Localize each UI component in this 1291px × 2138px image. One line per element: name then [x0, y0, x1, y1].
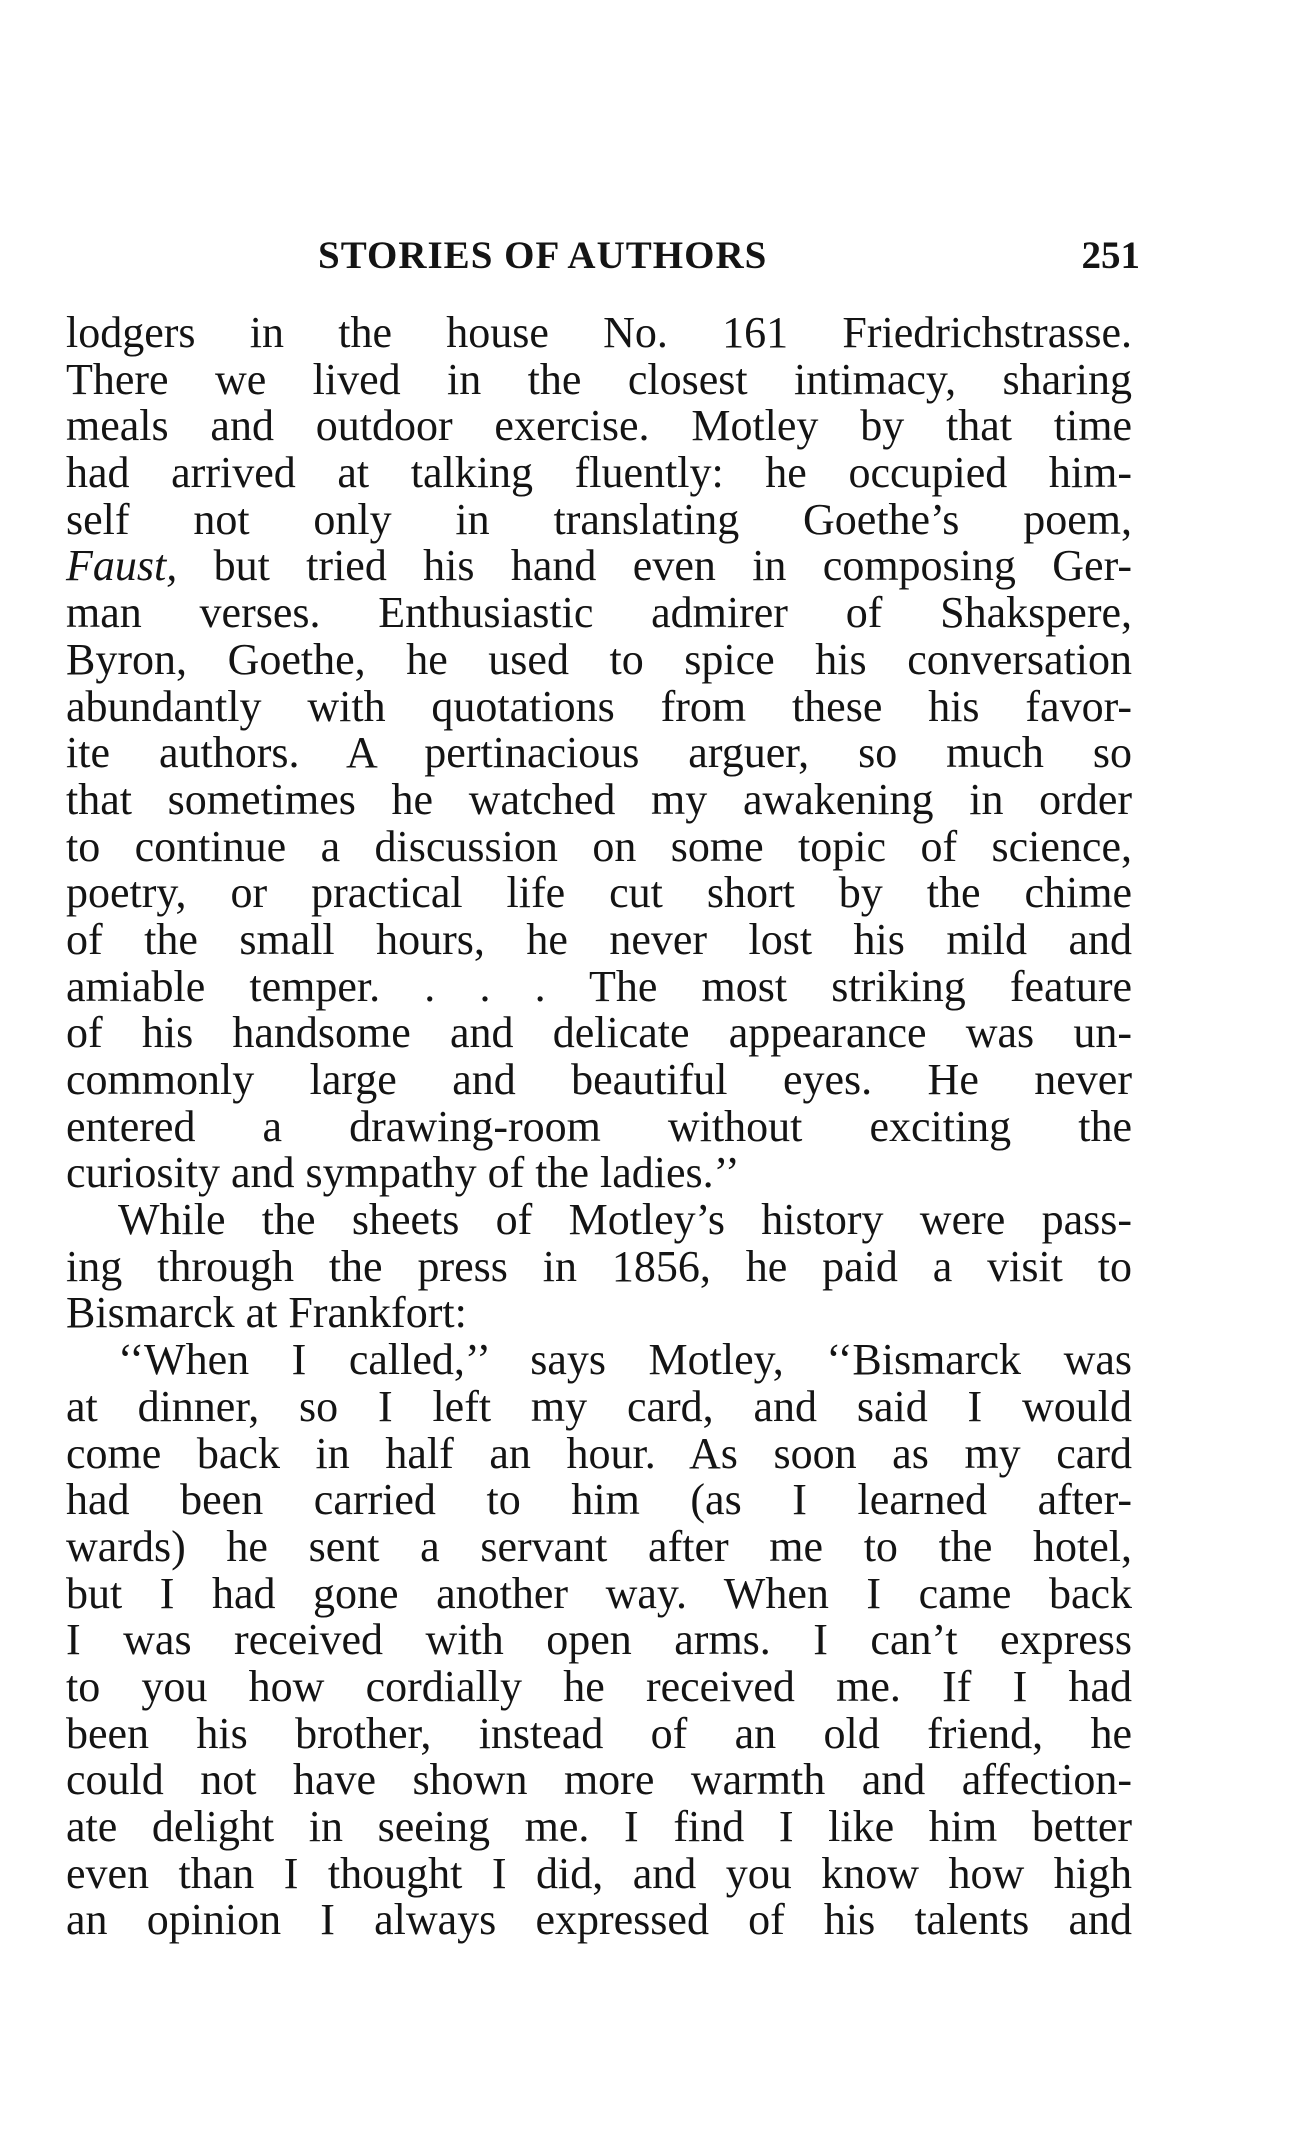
- text-line: at dinner, so I left my card, and said I would: [66, 1381, 1132, 1431]
- text-line: come back in half an hour. As soon as my card: [66, 1428, 1132, 1478]
- text-line: amiable temper. . . . The most striking feature: [66, 961, 1132, 1011]
- text-line: ing through the press in 1856, he paid a visit to: [66, 1241, 1132, 1291]
- text-line: poetry, or practical life cut short by the chime: [66, 868, 1132, 918]
- running-head: STORIES OF AUTHORS: [318, 234, 768, 277]
- text-line: but I had gone another way. When I came back: [66, 1568, 1132, 1618]
- text-line: commonly large and beautiful eyes. He never: [66, 1055, 1132, 1104]
- text-line: could not have shown more warmth and affection-: [66, 1755, 1132, 1805]
- text-line: I was received with open arms. I can’t express: [66, 1615, 1132, 1665]
- text-line: of the small hours, he never lost his mild and: [66, 914, 1132, 964]
- text-line: meals and outdoor exercise. Motley by that time: [66, 401, 1132, 451]
- text-line: an opinion I always expressed of his talents and: [66, 1895, 1132, 1945]
- text-line: entered a drawing-room without exciting the: [66, 1101, 1132, 1151]
- text-line: wards) he sent a servant after me to the hotel,: [66, 1521, 1132, 1571]
- body-text: [66, 310, 1132, 1944]
- text-line: even than I thought I did, and you know how high: [66, 1848, 1132, 1898]
- text-line: ‘‘When I called,’’ says Motley, ‘‘Bismarck was: [118, 1335, 1132, 1385]
- text-line: There we lived in the closest intimacy, sharing: [66, 354, 1132, 404]
- text-line: to continue a discussion on some topic of science,: [66, 821, 1132, 871]
- text-line: [66, 543, 1132, 590]
- text-line: ate delight in seeing me. I find I like him better: [66, 1802, 1132, 1851]
- text-line: abundantly with quotations from these his favor-: [66, 681, 1132, 731]
- page-number: 251: [1081, 234, 1140, 277]
- text-line: lodgers in the house No. 161 Friedrichstrasse.: [66, 308, 1132, 357]
- text-line: curiosity and sympathy of the ladies.’’: [66, 1148, 740, 1198]
- text-line: self not only in translating Goethe’s poem,: [66, 494, 1132, 544]
- text-fragment: but tried his hand even in composing Ger-: [177, 541, 1132, 591]
- text-line: been his brother, instead of an old friend, he: [66, 1708, 1132, 1758]
- text-line: had arrived at talking fluently: he occupied him-: [66, 448, 1132, 498]
- text-line: to you how cordially he received me. If I had: [66, 1661, 1132, 1711]
- text-line: Bismarck at Frankfort:: [66, 1288, 467, 1338]
- text-line: Byron, Goethe, he used to spice his conversation: [66, 634, 1132, 684]
- text-line: ite authors. A pertinacious arguer, so much so: [66, 728, 1132, 778]
- italic-title: Faust,: [66, 541, 178, 591]
- text-line: that sometimes he watched my awakening in order: [66, 774, 1132, 824]
- text-line: While the sheets of Motley’s history were pass-: [118, 1195, 1132, 1245]
- text-line: man verses. Enthusiastic admirer of Shakspere,: [66, 588, 1132, 638]
- page-header: [318, 230, 1140, 282]
- text-line: had been carried to him (as I learned after-: [66, 1475, 1132, 1525]
- text-line: of his handsome and delicate appearance was un-: [66, 1008, 1132, 1058]
